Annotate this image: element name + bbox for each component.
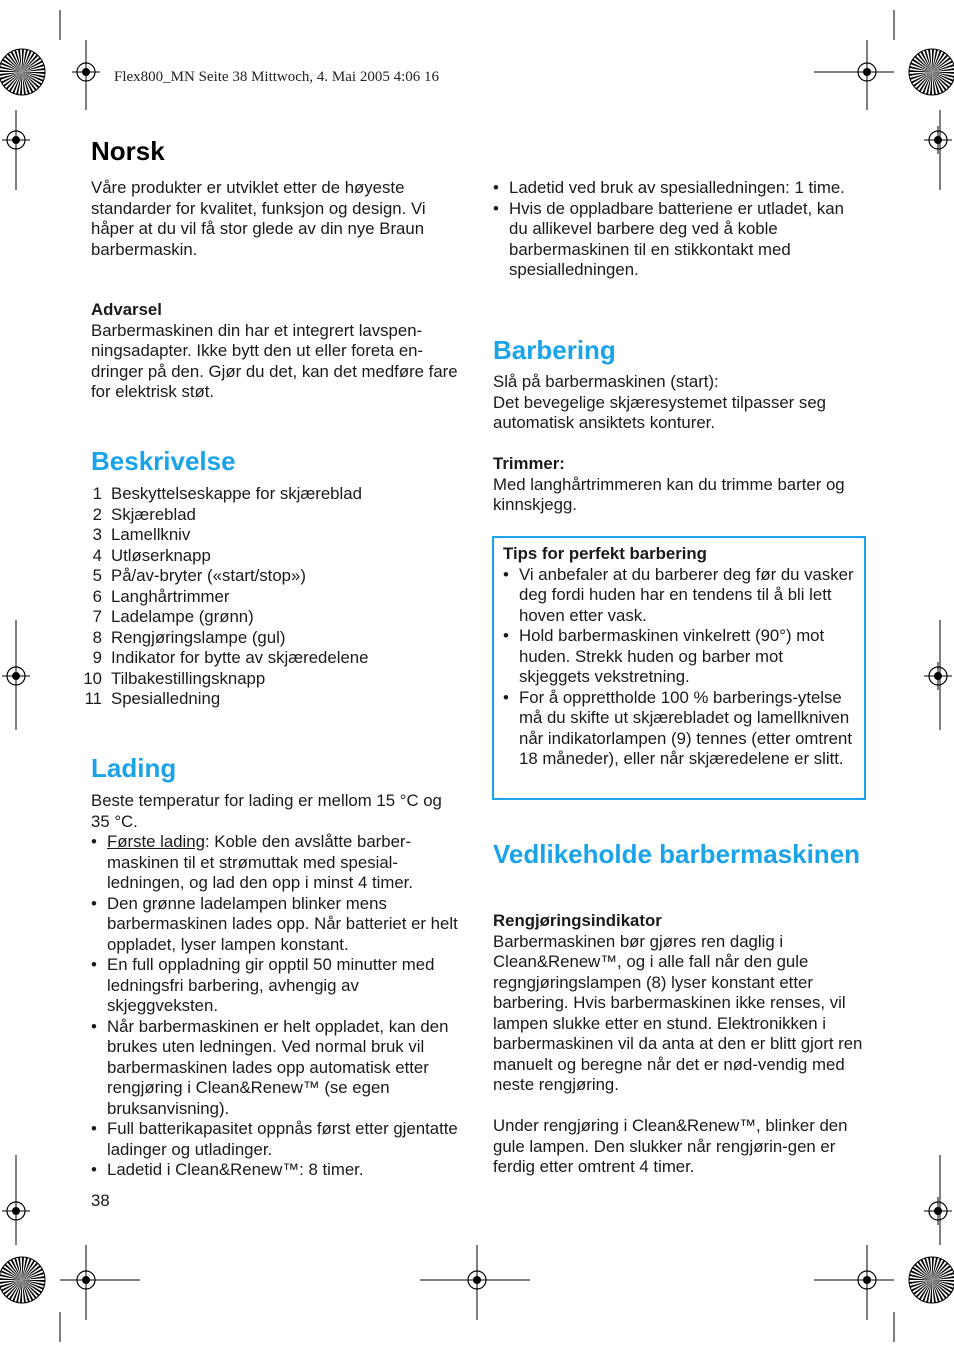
trimmer-section xyxy=(493,454,865,516)
list-item: • Den grønne ladelampen blinker mens barbermaskinen lades opp. Når batteriet er helt oppladet, lyser lampen konstant. xyxy=(91,894,461,956)
charging-heading: Lading xyxy=(91,753,177,783)
maintenance-section xyxy=(493,911,865,1178)
parts-list xyxy=(82,484,462,710)
list-item: 1 Beskyttelseskappe for skjæreblad xyxy=(92,484,362,503)
tips-heading: Tips for perfekt barbering xyxy=(503,544,707,563)
list-item: 5 På/av-bryter («start/stop») xyxy=(92,566,306,585)
page-number: 38 xyxy=(91,1191,110,1210)
list-item: 10 Tilbakestillingsknapp xyxy=(83,668,266,688)
starburst-icon xyxy=(0,1257,45,1303)
list-item: 4 Utløserknapp xyxy=(92,545,211,565)
page-title: Norsk xyxy=(91,136,165,166)
maintenance-text-1: Barbermaskinen bør gjøres ren daglig i Clean&Renew™, og i alle fall når den gule regngjøringslampen (8) lyser konstant etter barbering. Hvis barbermaskinen ikke renses, vil lampen slukke etter en stund. Elektronikken i barbermaskinen vil da anta at den er blitt gjort ren manuelt og beregne når det er nød-vendig med neste rengjøring. xyxy=(493,931,863,1094)
list-item: • Når barbermaskinen er helt oppladet, kan den brukes uten ledningen. Ved normal bruk vil barbermaskinen lades opp automatisk etter rengjøring i Clean&Renew™ (se egen bruksanvisning). xyxy=(91,1017,461,1120)
list-item: • Vi anbefaler at du barberer deg før du vasker deg fordi huden har en tendens til å bli lett hoven etter vask. xyxy=(503,565,855,627)
intro-paragraph: Våre produkter er utviklet etter de høyeste standarder for kvalitet, funksjon og design. Vi håper at du vil få stor glede av din nye Braun barbermaskin. xyxy=(91,178,426,259)
starburst-icon xyxy=(0,49,45,95)
list-item: 3 Lamellkniv xyxy=(92,525,191,544)
crosshair-icon xyxy=(853,1266,881,1294)
crosshair-icon xyxy=(2,126,30,154)
trimmer-heading: Trimmer: xyxy=(493,454,565,473)
list-item: • Hvis de oppladbare batteriene er utladet, kan du allikevel barbere deg ved å koble barbermaskinen til en stikkontakt med spesialledningen. xyxy=(493,199,845,281)
maintenance-heading: Vedlikeholde barbermaskinen xyxy=(493,839,861,869)
list-item: • En full oppladning gir opptil 50 minutter med ledningsfri barbering, avhengig av skjeggveksten. xyxy=(91,955,461,1017)
cleaning-indicator-heading: Rengjøringsindikator xyxy=(493,911,662,930)
crosshair-icon xyxy=(463,1266,491,1294)
list-item: 11 Spesialledning xyxy=(84,689,221,708)
list-item: 8 Rengjøringslampe (gul) xyxy=(92,627,286,647)
warning-text: Barbermaskinen din har et integrert lavspen-ningsadapter. Ikke bytt den ut eller foreta en-dringer på den. Gjør du det, kan det medføre fare for elektrisk støt. xyxy=(91,320,458,401)
crosshair-icon xyxy=(924,1197,952,1225)
crosshair-icon xyxy=(853,58,881,86)
maintenance-text-2: Under rengjøring i Clean&Renew™, blinker den gule lampen. Den slukker når rengjørin-gen er ferdig etter omtrent 4 timer. xyxy=(493,1116,848,1176)
crosshair-icon xyxy=(924,126,952,154)
list-item: • Full batterikapasitet oppnås først etter gjentatte ladinger og utladinger. xyxy=(91,1119,461,1160)
tips-box xyxy=(492,536,866,800)
list-item: 2 Skjæreblad xyxy=(92,504,196,524)
charging-bullets xyxy=(91,832,461,1181)
list-item: • Første lading: Koble den avslåtte barber-maskinen til et strømuttak med spesial-ledningen, og lad den opp i minst 4 timer. xyxy=(91,832,461,894)
trimmer-text: Med langhårtrimmeren kan du trimme barter og kinnskjegg. xyxy=(493,474,845,514)
shaving-text-1: Slå på barbermaskinen (start): xyxy=(493,372,719,391)
list-item: 7 Ladelampe (grønn) xyxy=(92,607,254,626)
crosshair-icon xyxy=(72,1266,100,1294)
shaving-section xyxy=(493,372,865,434)
charging-section xyxy=(91,791,461,1181)
list-item: • Ladetid i Clean&Renew™: 8 timer. xyxy=(91,1160,461,1181)
starburst-icon xyxy=(909,49,954,95)
crosshair-icon xyxy=(72,58,100,86)
charging-intro: Beste temperatur for lading er mellom 15 °C og 35 °C. xyxy=(91,791,442,831)
crosshair-icon xyxy=(2,662,30,690)
description-heading: Beskrivelse xyxy=(91,446,236,476)
list-item: 6 Langhårtrimmer xyxy=(92,586,230,606)
crosshair-icon xyxy=(924,662,952,690)
starburst-icon xyxy=(909,1257,954,1303)
first-charge-label: Første lading xyxy=(107,832,205,851)
shaving-text-2: Det bevegelige skjæresystemet tilpasser seg automatisk ansiktets konturer. xyxy=(493,392,826,432)
tips-bullets xyxy=(503,565,855,770)
list-item: • Hold barbermaskinen vinkelrett (90°) mot huden. Strekk huden og barber mot skjeggets vekstretning. xyxy=(503,626,855,688)
crosshair-icon xyxy=(2,1197,30,1225)
list-item: • Ladetid ved bruk av spesialledningen: 1 time. xyxy=(493,178,845,199)
warning-heading: Advarsel xyxy=(91,300,162,319)
print-slug: Flex800_MN Seite 38 Mittwoch, 4. Mai 2005 4:06 16 xyxy=(114,69,439,85)
charging-bullets-continued xyxy=(493,178,845,281)
warning-section xyxy=(91,300,461,403)
list-item: 9 Indikator for bytte av skjæredelene xyxy=(92,648,369,667)
shaving-heading: Barbering xyxy=(493,335,616,365)
list-item: • For å opprettholde 100 % barberings-ytelse må du skifte ut skjærebladet og lamellkniven når indikatorlampen (9) tennes (etter omtrent 18 måneder), eller når skjæredelene er slitt. xyxy=(503,688,855,770)
